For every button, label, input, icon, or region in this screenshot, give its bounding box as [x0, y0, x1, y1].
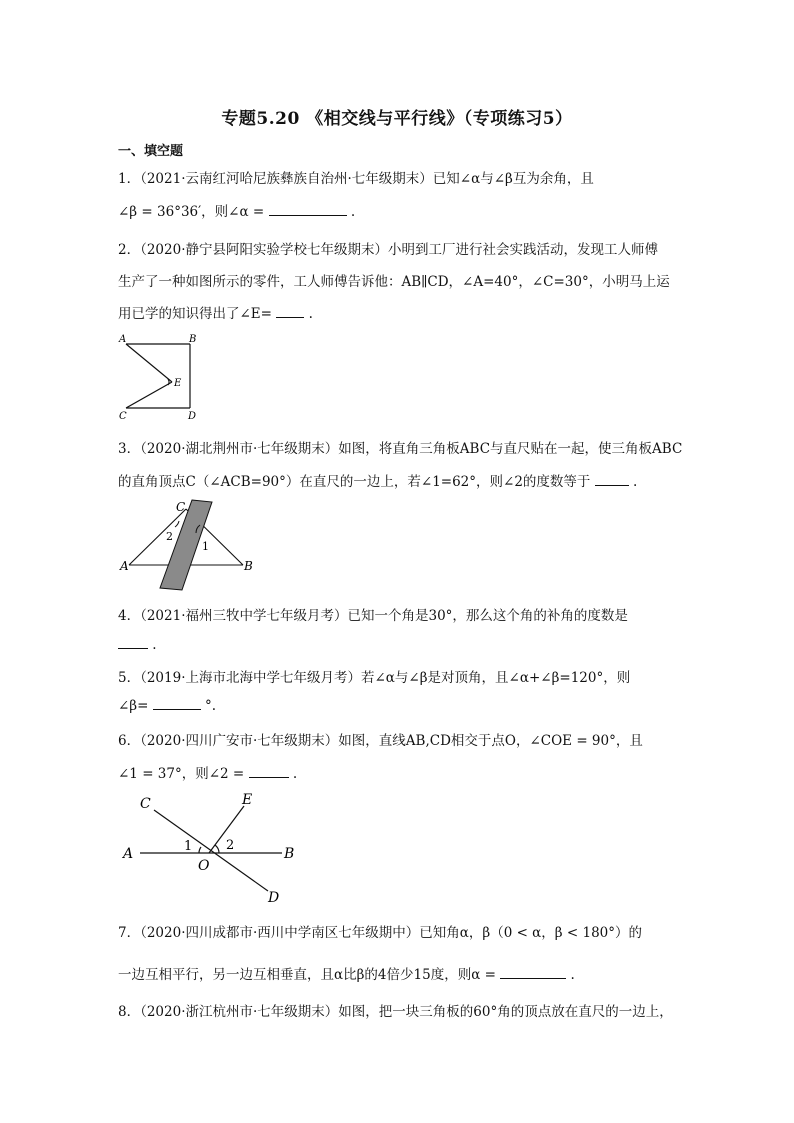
q6-label-1: 1: [184, 839, 193, 854]
q6-label-b: B: [284, 846, 295, 862]
q3-answer-blank[interactable]: [595, 473, 629, 486]
q4-period: .: [152, 637, 157, 653]
q2-period: .: [308, 306, 313, 322]
q3-prompt: 的直角顶点C（∠ACB=90°）在直尺的一边上，若∠1=62°，则∠2的度数等于: [118, 474, 591, 490]
q2-label-b: B: [189, 334, 197, 345]
q6-label-o: O: [198, 858, 210, 874]
q6-period: .: [292, 766, 298, 782]
q2-label-e: E: [174, 378, 182, 389]
q6-prompt: ∠1 = 37°，则∠2 =: [118, 766, 245, 782]
q1-line2: [118, 200, 355, 220]
q2-label-d: D: [188, 411, 197, 422]
q6-answer-blank[interactable]: [249, 765, 289, 778]
q5-line2: [118, 697, 216, 714]
q1-period: .: [350, 204, 356, 220]
page-title: 专题5.20 《相交线与平行线》（专项练习5）: [221, 109, 573, 129]
q6-figure: [120, 786, 305, 906]
q2-figure: [118, 332, 208, 422]
q1-given: ∠β = 36°36′，则∠α =: [118, 204, 265, 220]
q3-line1: 3．（2020·湖北荆州市·七年级期末）如图，将直角三角板ABC与直尺贴在一起，使三角板ABC: [118, 441, 683, 457]
q3-label-c: C: [176, 500, 186, 514]
q6-label-d: D: [268, 890, 280, 906]
q3-line2: [118, 470, 637, 490]
q4-answer-blank[interactable]: [118, 636, 148, 649]
q5-line1: 5．（2019·上海市北海中学七年级月考）若∠α与∠β是对顶角，且∠α+∠β=120°，则: [118, 670, 631, 686]
q7-line1: 7．（2020·四川成都市·西川中学南区七年级期中）已知角α，β（0 < α，β < 180°）的: [118, 925, 643, 941]
section-heading: 一、填空题: [118, 144, 184, 159]
q4-line2: [118, 636, 157, 653]
q7-prompt: 一边互相平行，另一边互相垂直，且α比β的4倍少15度，则α =: [118, 967, 496, 983]
q4-line1: 4．（2021·福州三牧中学七年级月考）已知一个角是30°，那么这个角的补角的度数是: [118, 608, 628, 624]
q6-line2: [118, 762, 297, 782]
q6-label-e: E: [242, 792, 253, 808]
q6-label-c: C: [140, 796, 151, 812]
q3-label-b: B: [244, 559, 253, 573]
q1-line1: 1．（2021·云南红河哈尼族彝族自治州·七年级期末）已知∠α与∠β互为余角，且: [118, 171, 594, 187]
q5-unit: °.: [205, 698, 217, 714]
q2-prompt: 用已学的知识得出了∠E=: [118, 306, 272, 322]
q2-line1: 2．（2020·静宁县阿阳实验学校七年级期末）小明到工厂进行社会实践活动，发现工人师傅: [118, 242, 658, 258]
q8-line1: 8．（2020·浙江杭州市·七年级期末）如图，把一块三角板的60°角的顶点放在直尺的一边上，: [118, 1004, 673, 1020]
q1-answer-blank[interactable]: [269, 203, 347, 216]
q6-line1: 6．（2020·四川广安市·七年级期末）如图，直线AB,CD相交于点O，∠COE = 90°，且: [118, 733, 643, 749]
q6-label-a: A: [123, 846, 134, 862]
q2-label-c: C: [119, 411, 127, 422]
q3-period: .: [633, 474, 638, 490]
q7-line2: [118, 963, 575, 983]
q3-label-a: A: [120, 559, 129, 573]
q5-answer-blank[interactable]: [153, 697, 201, 710]
q3-label-2: 2: [166, 530, 173, 543]
q2-answer-blank[interactable]: [276, 305, 304, 318]
q3-figure: [118, 494, 258, 594]
q7-answer-blank[interactable]: [500, 966, 566, 979]
q2-line3: [118, 302, 313, 322]
q7-period: .: [570, 967, 575, 983]
q2-label-a: A: [119, 334, 127, 345]
q2-line2: 生产了一种如图所示的零件，工人师傅告诉他：AB∥CD，∠A=40°，∠C=30°，小明马上运: [118, 274, 670, 290]
q3-label-1: 1: [202, 540, 209, 553]
q5-prompt: ∠β=: [118, 698, 149, 714]
q6-label-2: 2: [226, 838, 235, 853]
